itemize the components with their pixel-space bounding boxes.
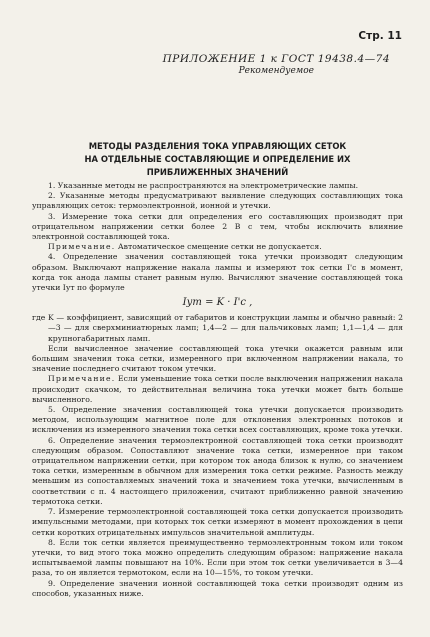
- paragraph-3: 3. Измерение тока сетки для определения его составляющих производят при отрицательном напряжении сетки более 2 В с тем, чтобы исключить влияние электронной составляющей тока.: [32, 211, 403, 242]
- appendix-header: [163, 53, 390, 76]
- paragraph-4: 4. Определение значения составляющей тока утечки производят следующим образом. Выключают напряжение накала лампы и измеряют ток сетки I'c в момент, когда ток анода лампы станет равным нулю. Вычисляют значение составляющей тока утечки Iут по формуле: [32, 252, 403, 293]
- paragraph-7: 7. Измерение термоэлектронной составляющей тока сетки допускается производить импульсными методами, при которых ток сетки измеряют в момент прохождения в цепи сетки коротких отрицательных импульсов значительной амплитуды.: [32, 507, 403, 537]
- appendix-title: ПРИЛОЖЕНИЕ 1 к ГОСТ 19438.4—74: [162, 53, 390, 65]
- heading-line-3: ПРИБЛИЖЕННЫХ ЗНАЧЕНИЙ: [146, 167, 289, 177]
- paragraph-2: 2. Указанные методы предусматривают выявление следующих составляющих тока управляющих сеток: термоэлектронной, ионной и утечки.: [32, 191, 403, 211]
- paragraph-5: 5. Определение значения составляющей тока утечки допускается производить методом, использующим магнитное поле для отклонения электронных потоков и исключения из измеренного значения тока сетки всех составляющих, кроме тока утечки.: [32, 405, 403, 435]
- heading-line-2: НА ОТДЕЛЬНЫЕ СОСТАВЛЯЮЩИЕ И ОПРЕДЕЛЕНИЕ ИХ: [84, 154, 351, 164]
- note-2-text: Если уменьшение тока сетки после выключения напряжения накала происходит скачком, то действительная величина тока утечки может быть больше вычисленного.: [32, 374, 403, 404]
- note-1-label: Примечание.: [48, 242, 116, 252]
- section-heading: [32, 140, 403, 179]
- formula-explanation: где K — коэффициент, зависящий от габаритов и конструкции лампы и обычно равный: 2—3 — для сверхминиатюрных ламп; 1,4—2 — для пальчиковых ламп; 1,1—1,4 — для крупногабаритных ламп.: [32, 313, 403, 343]
- heading-line-1: МЕТОДЫ РАЗДЕЛЕНИЯ ТОКА УПРАВЛЯЮЩИХ СЕТОК: [88, 141, 347, 151]
- note-1-text: Автоматическое смещение сетки не допускается.: [115, 242, 322, 252]
- paragraph-8: 8. Если ток сетки является преимущественно термоэлектронным током или током утечки, то вид этого тока можно определить следующим образом: напряжение накала испытываемой лампы повышают на 10%. Если при этом ток сетки увеличивается в 3—4 раза, то он является термотоком, если на 10—15%, то током утечки.: [32, 537, 403, 578]
- paragraph-9: 9. Определение значения ионной составляющей тока сетки производят одним из способов, указанных ниже.: [32, 578, 403, 598]
- note-2: [32, 374, 403, 405]
- page-number: Стр. 11: [358, 30, 402, 42]
- paragraph-6: 6. Определение значения термоэлектронной составляющей тока сетки производят следующим образом. Сопоставляют значение тока сетки, измеренное при таком отрицательном напряжении сетки, при котором ток анода близок к нулю, со значением тока сетки, измеренным в обычном для измерения тока сетки режиме. Разность между меньшим из сопоставляемых значений тока и значением тока утечки, вычисленным в соответствии с п. 4 настоящего приложения, считают приближенно равной значению термотока сетки.: [32, 435, 403, 506]
- document-body: [32, 181, 403, 599]
- paragraph-4b: Если вычисленное значение составляющей тока утечки окажется равным или большим значения тока сетки, измеренного при включенном напряжении накала, то значение последнего считают током утечки.: [32, 343, 403, 374]
- paragraph-1: 1. Указанные методы не распространяются на электрометрические лампы.: [48, 181, 359, 190]
- formula: Iут = K · I'c ,: [182, 297, 253, 309]
- appendix-subtitle: Рекомендуемое: [238, 66, 314, 76]
- note-2-label: Примечание.: [48, 374, 116, 384]
- note-1: [32, 242, 403, 252]
